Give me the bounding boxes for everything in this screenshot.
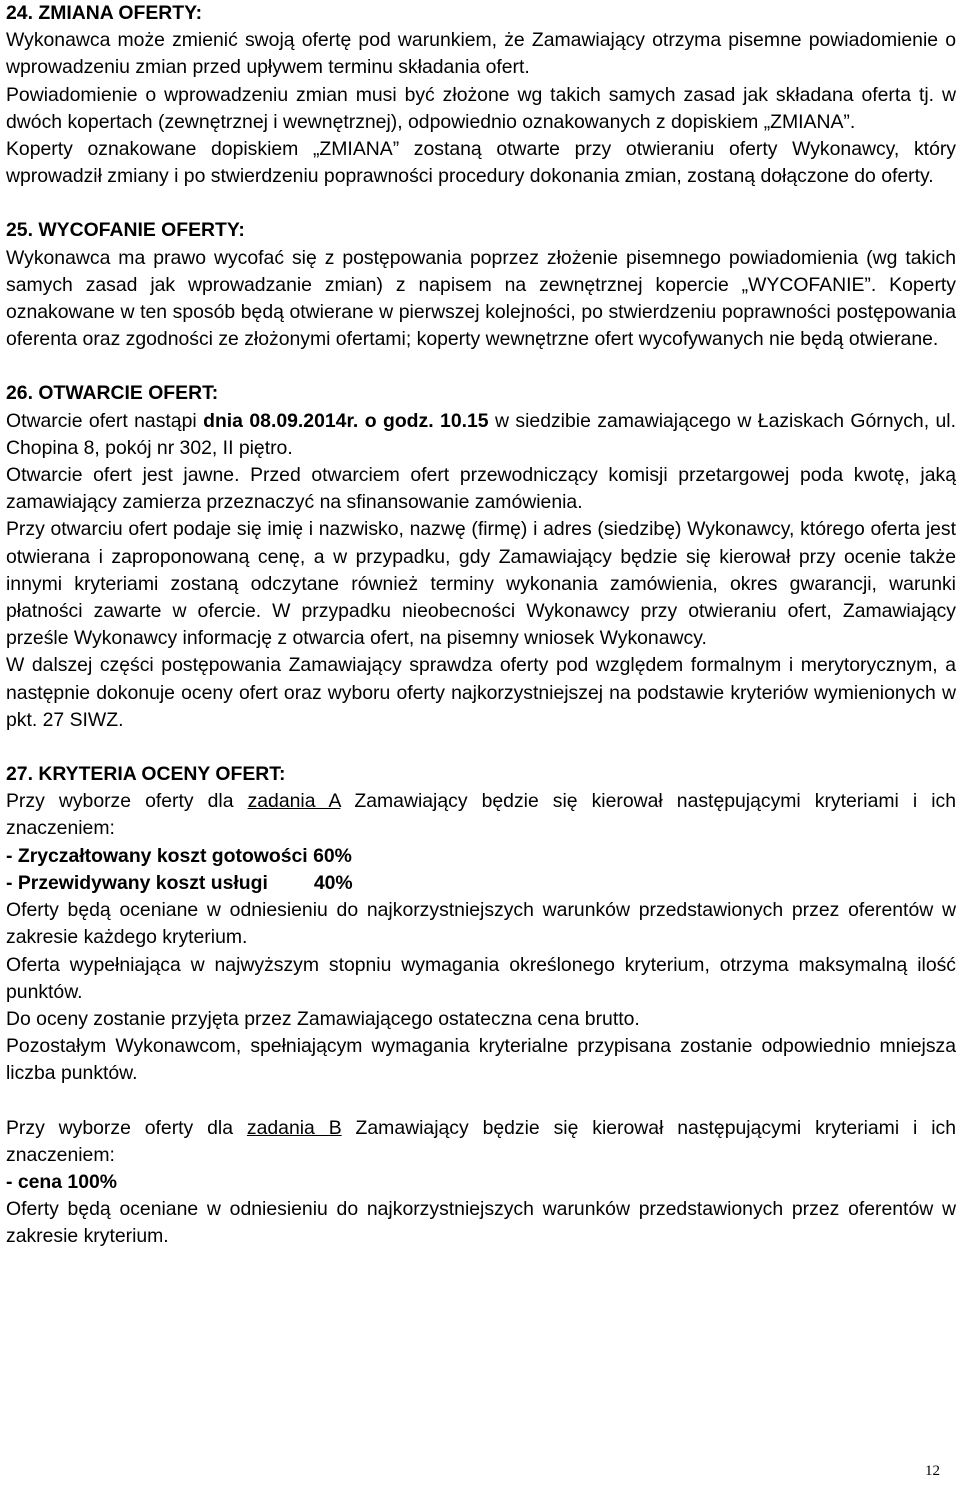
criterion-weight: 40%: [313, 871, 353, 894]
section-zmiana-oferty: [6, 0, 956, 190]
task-b-label: zadania B: [246, 1116, 342, 1139]
paragraph: Powiadomienie o wprowadzeniu zmian musi być złożone wg takich samych zasad jak składana oferta tj. w dwóch kopertach (zewnętrznej i wewnętrznej), odpowiednio oznakowanych z dopiskiem „ZMIANA”.: [6, 83, 956, 133]
text-run: Otwarcie ofert nastąpi: [6, 409, 204, 432]
paragraph: Koperty oznakowane dopiskiem „ZMIANA” zostaną otwarte przy otwieraniu oferty Wykonawcy, który wprowadził zmiany i po stwierdzeniu poprawności procedury dokonania zmian, zostaną dołączone do oferty.: [6, 138, 956, 188]
page-number: 12: [925, 1463, 940, 1479]
criterion-item: [6, 870, 956, 897]
paragraph: Do oceny zostanie przyjęta przez Zamawiającego ostateczna cena brutto.: [6, 1007, 640, 1030]
text-run: Zamawiający będzie się kierował następującymi kryteriami i ich znaczeniem:: [6, 1116, 957, 1166]
paragraph: Pozostałym Wykonawcom, spełniającym wymagania kryterialne przypisana zostanie odpowiednio mniejsza liczba punktów.: [6, 1035, 956, 1085]
section-heading: 24. ZMIANA OFERTY:: [6, 2, 203, 24]
opening-date-time: dnia 08.09.2014r. o godz. 10.15: [203, 409, 489, 432]
section-otwarcie-ofert: [6, 380, 956, 734]
criterion-item: - cena 100%: [6, 1170, 118, 1193]
paragraph: Otwarcie ofert jest jawne. Przed otwarciem ofert przewodniczący komisji przetargowej poda kwotę, jaką zamawiający zamierza przeznaczyć na sfinansowanie zamówienia.: [6, 464, 956, 514]
document-page: [6, 0, 956, 1251]
paragraph: W dalszej części postępowania Zamawiający sprawdza oferty pod względem formalnym i merytorycznym, a następnie dokonuje oceny ofert oraz wyboru oferty najkorzystniejszej na podstawie kryteriów wymienionych w pkt. 27 SIWZ.: [6, 654, 956, 731]
paragraph: Wykonawca może zmienić swoją ofertę pod warunkiem, że Zamawiający otrzyma pisemne powiadomienie o wprowadzeniu zmian przed upływem terminu składania ofert.: [6, 29, 956, 79]
text-run: Przy wyborze oferty dla: [6, 1116, 247, 1139]
paragraph: Oferty będą oceniane w odniesieniu do najkorzystniejszych warunków przedstawionych przez oferentów w zakresie każdego kryterium.: [6, 899, 956, 949]
section-heading: 26. OTWARCIE OFERT:: [6, 382, 219, 405]
paragraph: Wykonawca ma prawo wycofać się z postępowania poprzez złożenie pisemnego powiadomienia (wg takich samych zasad jak wprowadzanie zmian) z napisem na zewnętrznej kopercie „WYCOFANIE”. Koperty oznakowane w ten sposób będą otwierane w pierwszej kolejności, po stwierdzeniu poprawności postępowania oferenta oraz zgodności ze złożonymi ofertami; koperty wewnętrzne ofert wycofywanych nie będą otwierane.: [6, 246, 956, 351]
criterion-name: - Przewidywany koszt usługi: [6, 871, 268, 894]
section-kryteria-oceny: [6, 761, 956, 1250]
task-b-intro: [6, 1115, 956, 1169]
task-a-intro: [6, 788, 956, 842]
text-run: Zamawiający będzie się kierował następującymi kryteriami i ich znaczeniem:: [6, 790, 957, 840]
paragraph: Oferta wypełniająca w najwyższym stopniu wymagania określonego kryterium, otrzyma maksymalną ilość punktów.: [6, 953, 956, 1003]
text-run: Przy wyborze oferty dla: [6, 790, 248, 813]
section-heading: 27. KRYTERIA OCENY OFERT:: [6, 763, 286, 786]
section-wycofanie-oferty: [6, 217, 956, 353]
opening-date-paragraph: [6, 408, 956, 462]
task-a-label: zadania A: [247, 790, 341, 813]
section-heading: 25. WYCOFANIE OFERTY:: [6, 219, 245, 242]
criterion-item: - Zryczałtowany koszt gotowości 60%: [6, 844, 352, 867]
paragraph: Przy otwarciu ofert podaje się imię i nazwisko, nazwę (firmę) i adres (siedzibę) Wykonawcy, którego oferta jest otwierana i zaproponowaną cenę, a w przypadku, gdy Zamawiający będzie się kierował przy ocenie także innymi kryteriami zostaną odczytane również terminy wykonania zamówienia, okres gwarancji, warunki płatności zawarte w ofercie. W przypadku nieobecności Wykonawcy przy otwieraniu ofert, Zamawiający prześle Wykonawcy informację z otwarcia ofert, na pisemny wniosek Wykonawcy.: [6, 518, 956, 650]
text-run: w siedzibie zamawiającego w Łaziskach Górnych, ul. Chopina 8, pokój nr 302, II piętro.: [6, 409, 957, 459]
paragraph: Oferty będą oceniane w odniesieniu do najkorzystniejszych warunków przedstawionych przez oferentów w zakresie kryterium.: [6, 1198, 956, 1248]
